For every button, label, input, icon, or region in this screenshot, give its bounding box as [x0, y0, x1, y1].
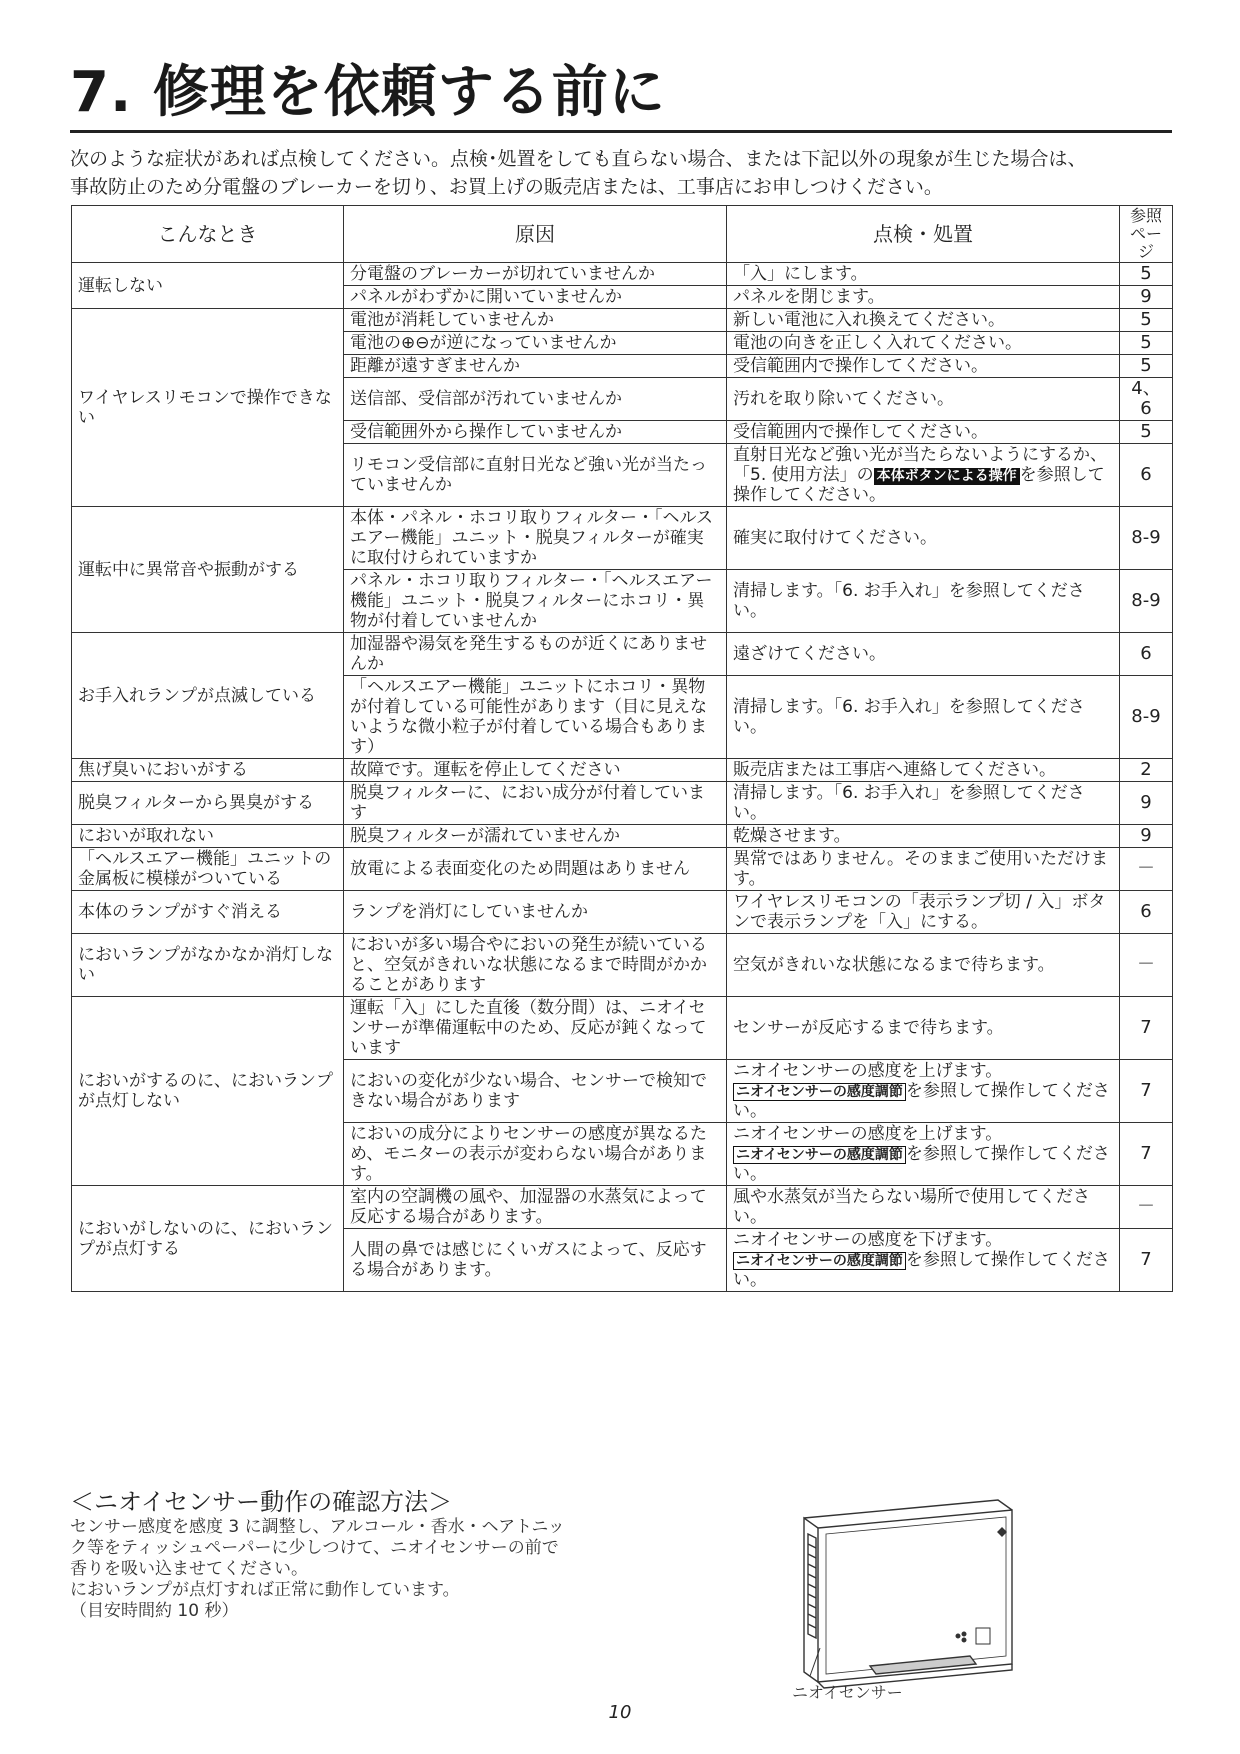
- page-ref-cell: 8-9: [1120, 676, 1173, 759]
- action-text: ニオイセンサーの感度を下げます。: [733, 1230, 1003, 1250]
- sensor-label: ニオイセンサー: [792, 1683, 903, 1702]
- action-text: 受信範囲内で操作してください。: [733, 356, 988, 376]
- cause-cell: 分電盤のブレーカーが切れていませんか: [344, 263, 727, 286]
- cause-cell: 放電による表面変化のため問題はありません: [344, 848, 727, 891]
- action-cell: [727, 570, 1120, 633]
- table-row: [72, 997, 1173, 1060]
- symptom-cell: 本体のランプがすぐ消える: [72, 891, 344, 934]
- cause-cell: パネル・ホコリ取りフィルター・「ヘルスエアー機能」ユニット・脱臭フィルターにホコリ・異物が付着していませんか: [344, 570, 727, 633]
- sensor-text-line: センサー感度を感度 3 に調整し、アルコール・香水・ヘアトニッ: [70, 1517, 565, 1537]
- page-ref-cell: 7: [1120, 1229, 1173, 1292]
- symptom-cell: においが取れない: [72, 825, 344, 848]
- cause-cell: 距離が遠すぎませんか: [344, 355, 727, 378]
- symptom-cell: お手入れランプが点滅している: [72, 633, 344, 759]
- page-ref-cell: 9: [1120, 286, 1173, 309]
- table-row: [72, 782, 1173, 825]
- action-text: ニオイセンサーの感度を上げます。: [733, 1061, 1003, 1081]
- device-illustration: [780, 1488, 1020, 1698]
- action-text-after: を参照して操作してください。: [733, 1081, 1110, 1121]
- reference-tag: 本体ボタンによる操作: [874, 468, 1020, 485]
- table-row: [72, 309, 1173, 332]
- symptom-cell: 運転しない: [72, 263, 344, 309]
- cause-cell: 本体・パネル・ホコリ取りフィルター・「ヘルスエアー機能」ユニット・脱臭フィルターが確実に取付けられていますか: [344, 507, 727, 570]
- cause-cell: においが多い場合やにおいの発生が続いていると、空気がきれいな状態になるまで時間がかかることがあります: [344, 934, 727, 997]
- action-text: 清掃します。「6. お手入れ」を参照してください。: [733, 783, 1085, 823]
- intro-text: [70, 145, 1180, 201]
- action-cell: [727, 759, 1120, 782]
- header-page: 参照ページ: [1120, 206, 1173, 263]
- page-ref-cell: 2: [1120, 759, 1173, 782]
- table-row: [72, 934, 1173, 997]
- table-row: [72, 759, 1173, 782]
- action-cell: [727, 444, 1120, 507]
- reference-tag: ニオイセンサーの感度調節: [733, 1146, 906, 1164]
- action-text-after: を参照して操作してください。: [733, 465, 1105, 505]
- title-underline: [70, 130, 1172, 133]
- sensor-text-line: においランプが点灯すれば正常に動作しています。: [70, 1580, 460, 1600]
- action-cell: [727, 355, 1120, 378]
- page-ref-cell: 7: [1120, 1060, 1173, 1123]
- symptom-cell: 運転中に異常音や振動がする: [72, 507, 344, 633]
- table-row: [72, 848, 1173, 891]
- action-text: センサーが反応するまで待ちます。: [733, 1018, 1004, 1038]
- page-ref-cell: 5: [1120, 421, 1173, 444]
- symptom-cell: 脱臭フィルターから異臭がする: [72, 782, 344, 825]
- cause-cell: 「ヘルスエアー機能」ユニットにホコリ・異物が付着している可能性があります（目に見えないような微小粒子が付着している場合もあります）: [344, 676, 727, 759]
- action-cell: [727, 507, 1120, 570]
- cause-cell: においの成分によりセンサーの感度が異なるため、モニターの表示が変わらない場合があります。: [344, 1123, 727, 1186]
- action-text: 受信範囲内で操作してください。: [733, 422, 988, 442]
- cause-cell: ランプを消灯にしていませんか: [344, 891, 727, 934]
- action-text: 清掃します。「6. お手入れ」を参照してください。: [733, 697, 1085, 737]
- page-ref-cell: －: [1120, 934, 1173, 997]
- reference-tag: ニオイセンサーの感度調節: [733, 1252, 906, 1270]
- action-text: 新しい電池に入れ換えてください。: [733, 310, 1005, 330]
- page-ref-cell: 6: [1120, 633, 1173, 676]
- action-text: 清掃します。「6. お手入れ」を参照してください。: [733, 581, 1085, 621]
- cause-cell: 送信部、受信部が汚れていませんか: [344, 378, 727, 421]
- page-ref-cell: 7: [1120, 1123, 1173, 1186]
- sensor-check-text: [70, 1517, 630, 1622]
- page-ref-cell: 6: [1120, 444, 1173, 507]
- action-text-after: を参照して操作してください。: [733, 1250, 1110, 1290]
- page-ref-cell: 6: [1120, 891, 1173, 934]
- action-text: 直射日光など強い光が当たらないようにするか、「5. 使用方法」の: [733, 445, 1107, 485]
- page-ref-cell: －: [1120, 1186, 1173, 1229]
- action-cell: [727, 421, 1120, 444]
- action-cell: [727, 633, 1120, 676]
- page-ref-cell: 4、6: [1120, 378, 1173, 421]
- action-cell: [727, 891, 1120, 934]
- cause-cell: 故障です。運転を停止してください: [344, 759, 727, 782]
- page-ref-cell: 5: [1120, 263, 1173, 286]
- action-text: パネルを閉じます。: [733, 287, 885, 307]
- cause-cell: 電池が消耗していませんか: [344, 309, 727, 332]
- page-ref-cell: 8-9: [1120, 570, 1173, 633]
- action-cell: [727, 286, 1120, 309]
- cause-cell: 電池の⊕⊖が逆になっていませんか: [344, 332, 727, 355]
- table-body: [72, 263, 1173, 1292]
- sensor-text-line: （目安時間約 10 秒）: [70, 1601, 239, 1621]
- symptom-cell: ワイヤレスリモコンで操作できない: [72, 309, 344, 507]
- action-cell: [727, 1060, 1120, 1123]
- action-cell: [727, 997, 1120, 1060]
- action-text-after: を参照して操作してください。: [733, 1144, 1110, 1184]
- action-cell: [727, 825, 1120, 848]
- intro-line: 次のような症状があれば点検してください。点検･処置をしても直らない場合、または下記以外の現象が生じた場合は、: [70, 148, 1087, 170]
- intro-line: 事故防止のため分電盤のブレーカーを切り、お買上げの販売店または、工事店にお申しつけください。: [70, 176, 943, 198]
- cause-cell: 室内の空調機の風や、加湿器の水蒸気によって反応する場合があります。: [344, 1186, 727, 1229]
- cause-cell: 加湿器や湯気を発生するものが近くにありませんか: [344, 633, 727, 676]
- table-row: [72, 1186, 1173, 1229]
- page-ref-cell: 9: [1120, 782, 1173, 825]
- page-ref-cell: 5: [1120, 355, 1173, 378]
- action-text: 乾燥させます。: [733, 826, 851, 846]
- action-cell: [727, 1123, 1120, 1186]
- page-number: 10: [608, 1702, 632, 1723]
- symptom-cell: においがしないのに、においランプが点灯する: [72, 1186, 344, 1292]
- table-row: [72, 507, 1173, 570]
- sensor-text-line: 香りを吸い込ませてください。: [70, 1559, 308, 1579]
- page-ref-cell: 9: [1120, 825, 1173, 848]
- action-cell: [727, 1229, 1120, 1292]
- action-text: 電池の向きを正しく入れてください。: [733, 333, 1022, 353]
- action-text: ニオイセンサーの感度を上げます。: [733, 1124, 1003, 1144]
- action-text: 確実に取付けてください。: [733, 528, 937, 548]
- cause-cell: 受信範囲外から操作していませんか: [344, 421, 727, 444]
- table-row: [72, 263, 1173, 286]
- header-action: 点検・処置: [727, 206, 1120, 263]
- page-ref-cell: －: [1120, 848, 1173, 891]
- action-text: 風や水蒸気が当たらない場所で使用してください。: [733, 1187, 1090, 1227]
- action-text: 空気がきれいな状態になるまで待ちます。: [733, 955, 1055, 975]
- action-cell: [727, 782, 1120, 825]
- action-text: 汚れを取り除いてください。: [733, 389, 954, 409]
- action-text: 販売店または工事店へ連絡してください。: [733, 760, 1056, 780]
- symptom-cell: においランプがなかなか消灯しない: [72, 934, 344, 997]
- action-cell: [727, 1186, 1120, 1229]
- table-row: [72, 891, 1173, 934]
- cause-cell: パネルがわずかに開いていませんか: [344, 286, 727, 309]
- table-header-row: [72, 206, 1173, 263]
- page-ref-cell: 7: [1120, 997, 1173, 1060]
- cause-cell: 人間の鼻では感じにくいガスによって、反応する場合があります。: [344, 1229, 727, 1292]
- cause-cell: においの変化が少ない場合、センサーで検知できない場合があります: [344, 1060, 727, 1123]
- action-cell: [727, 263, 1120, 286]
- header-symptom: こんなとき: [72, 206, 344, 263]
- action-cell: [727, 848, 1120, 891]
- action-cell: [727, 378, 1120, 421]
- action-text: ワイヤレスリモコンの「表示ランプ切 / 入」ボタンで表示ランプを「入」にする。: [733, 892, 1106, 932]
- header-cause: 原因: [344, 206, 727, 263]
- cause-cell: リモコン受信部に直射日光など強い光が当たっていませんか: [344, 444, 727, 507]
- action-text: 遠ざけてください。: [733, 644, 886, 664]
- page-ref-cell: 5: [1120, 332, 1173, 355]
- sensor-text-line: ク等をティッシュペーパーに少しつけて、ニオイセンサーの前で: [70, 1538, 559, 1558]
- action-cell: [727, 332, 1120, 355]
- action-cell: [727, 309, 1120, 332]
- page-ref-cell: 5: [1120, 309, 1173, 332]
- page-title: 7. 修理を依頼する前に: [70, 60, 666, 125]
- sensor-check-heading: ＜ニオイセンサー動作の確認方法＞: [70, 1488, 453, 1516]
- action-text: 異常ではありません。そのままご使用いただけます。: [733, 849, 1109, 889]
- page-ref-cell: 8-9: [1120, 507, 1173, 570]
- symptom-cell: 「ヘルスエアー機能」ユニットの金属板に模様がついている: [72, 848, 344, 891]
- table-row: [72, 825, 1173, 848]
- symptom-cell: においがするのに、においランプが点灯しない: [72, 997, 344, 1186]
- cause-cell: 運転「入」にした直後（数分間）は、ニオイセンサーが準備運転中のため、反応が鈍くなっています: [344, 997, 727, 1060]
- action-cell: [727, 934, 1120, 997]
- cause-cell: 脱臭フィルターに、におい成分が付着しています: [344, 782, 727, 825]
- action-cell: [727, 676, 1120, 759]
- table-row: [72, 633, 1173, 676]
- reference-tag: ニオイセンサーの感度調節: [733, 1083, 906, 1101]
- symptom-cell: 焦げ臭いにおいがする: [72, 759, 344, 782]
- cause-cell: 脱臭フィルターが濡れていませんか: [344, 825, 727, 848]
- action-text: 「入」にします。: [733, 264, 868, 284]
- troubleshooting-table: [71, 205, 1173, 1292]
